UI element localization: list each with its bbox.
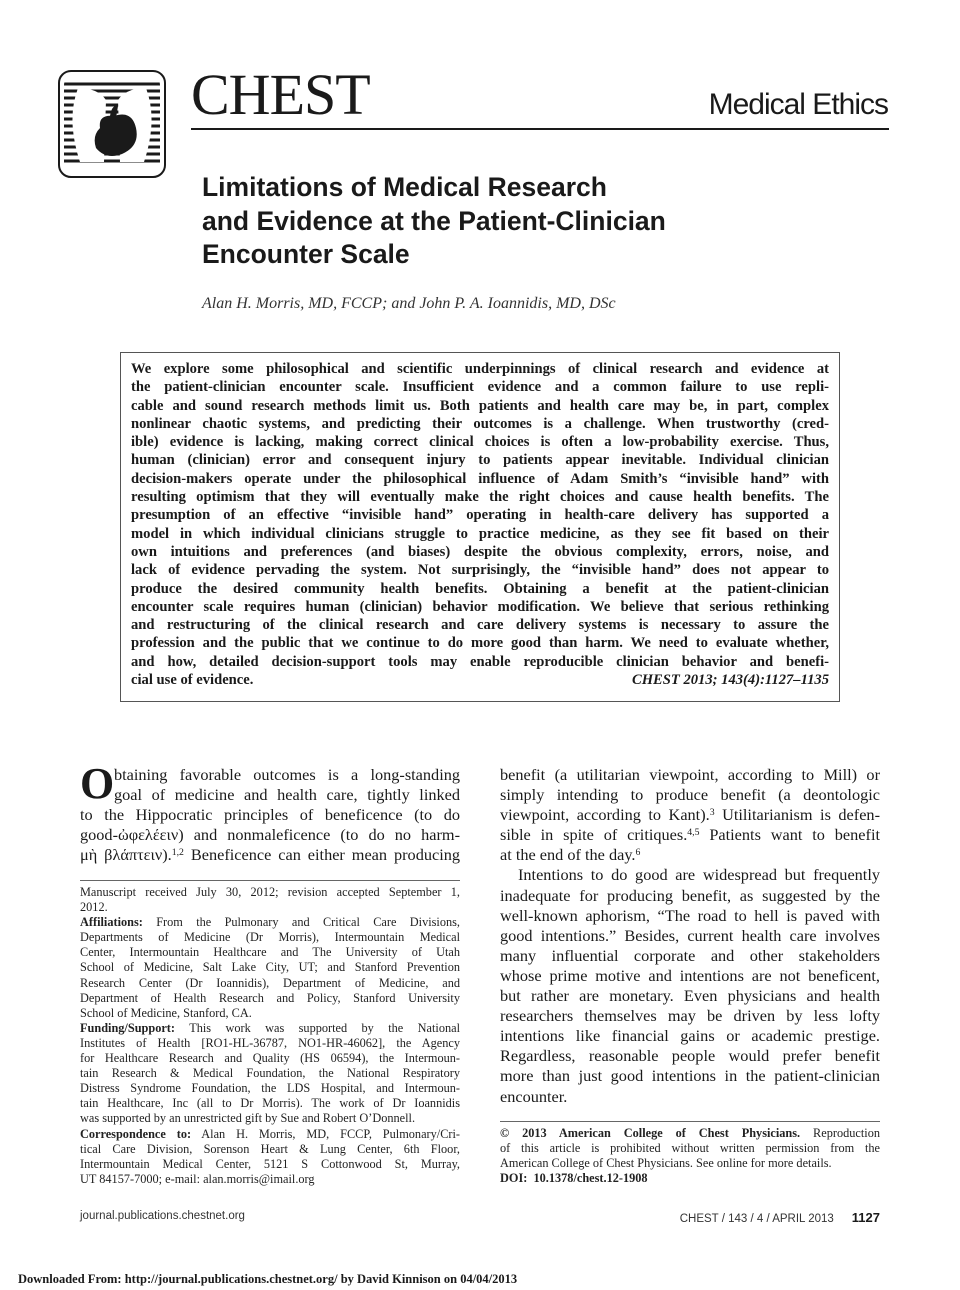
abstract-line: human (clinician) error and consequent injury to patients appear inevitable. Individual clinician bbox=[131, 452, 829, 469]
abstract-line: nonlinear chaotic systems, and predicting their outcomes is a challenge. When trustworthy (cred- bbox=[131, 415, 829, 432]
abstract-line: cable and sound research methods limit us. Both patients and health care may be, in part, complex bbox=[131, 397, 829, 414]
footnote-line: UT 84157-7000; e-mail: alan.morris@imail.org bbox=[80, 1171, 315, 1186]
body-line: goal of medicine and health care, tightly linked bbox=[114, 785, 460, 805]
section-label: Medical Ethics bbox=[708, 88, 888, 121]
body-line: researchers themselves may be driven by less lofty bbox=[500, 1006, 880, 1026]
abstract-line: presumption of an effective “invisible hand” operating in health-care delivery has supported a bbox=[131, 507, 829, 524]
download-notice: Downloaded From: http://journal.publications.chestnet.org/ by David Kinnison on 04/04/2013 bbox=[18, 1272, 518, 1286]
title-line: and Evidence at the Patient-Clinician bbox=[202, 205, 666, 236]
body-line: good intentions.” Besides, current health care involves bbox=[500, 925, 880, 945]
abstract-line: model in which individual clinicians struggle to practice medicine, as they see fit based on their bbox=[131, 525, 829, 542]
body-line: whose prime motive and intentions are not beneficent, bbox=[500, 965, 880, 985]
body-line: to the Hippocratic principles of beneficence (to do bbox=[80, 805, 460, 825]
title-line: Limitations of Medical Research bbox=[202, 172, 607, 202]
footnote-line: Manuscript received July 30, 2012; revision accepted September 1, bbox=[80, 885, 460, 899]
footnote-line: Distress Syndrome Foundation, the LDS Hospital, and Intermoun- bbox=[80, 1081, 460, 1096]
abstract-line: ible) evidence is lacking, making correct clinical choices is often a low-probability exercise. Thus, bbox=[131, 434, 829, 451]
abstract-line: own intuitions and preferences (and biases) despite the obvious complexity, errors, noise, and bbox=[131, 543, 829, 560]
footnote-line: Funding/Support: This work was supported by the National bbox=[80, 1020, 460, 1035]
author-list: Alan H. Morris, MD, FCCP; and John P. A. Ioannidis, MD, DSc bbox=[202, 295, 616, 312]
body-line: many influential corporate and other stakeholders bbox=[500, 945, 880, 965]
copyright-line: American College of Chest Physicians. See online for more details. bbox=[500, 1156, 832, 1171]
abstract-last-line bbox=[131, 671, 829, 689]
abstract-line: resulting optimism that they will eventually make the right choices and cause health benefits. The bbox=[131, 489, 829, 506]
article-title bbox=[202, 171, 842, 272]
abstract-line: and restructuring of the clinical research and care delivery systems is necessary to assure the bbox=[131, 617, 829, 634]
abstract-line: and how, detailed decision-support tools may enable reproducible clinician behavior and benefi- bbox=[131, 653, 829, 670]
footnote-line: was supported by an unrestricted gift by Sue and Robert O’Donnell. bbox=[80, 1111, 416, 1126]
footnote-line: Department of Health Research and Policy, Stanford University bbox=[80, 990, 460, 1005]
copyright-rule bbox=[500, 1121, 880, 1122]
body-line: at the end of the day.$^6$ bbox=[500, 845, 641, 865]
body-line: simply intending to produce benefit (a deontologic bbox=[500, 785, 880, 805]
footnote-line: tain Healthcare, Inc (all to Dr Morris). The work of Dr Ioannidis bbox=[80, 1096, 460, 1111]
citation-ref: 3 bbox=[709, 807, 715, 819]
footnotes bbox=[80, 885, 460, 1187]
footnote-line: Departments of Medicine (Dr Morris), Intermountain Medical bbox=[80, 930, 460, 945]
abstract bbox=[131, 360, 829, 689]
body-right-column bbox=[500, 765, 880, 1107]
body-line: more than just good intentions in the patient-clinician bbox=[500, 1066, 880, 1086]
title-line: Encounter Scale bbox=[202, 239, 410, 269]
body-line: sible in spite of critiques.$^{4,5}$ Patients want to benefit bbox=[500, 825, 880, 845]
footnote-line: 2012. bbox=[80, 900, 108, 915]
footnote-line: for Healthcare Research and Quality (HS 06594), the Intermoun- bbox=[80, 1051, 460, 1066]
doi: DOI: 10.1378/chest.12-1908 bbox=[500, 1171, 648, 1186]
body-line: intentions like financial gains or academic prestige. bbox=[500, 1026, 880, 1046]
abstract-line: produce the desired community health benefits. Obtaining a benefit at the patient-clinician bbox=[131, 580, 829, 597]
issue-label: CHEST / 143 / 4 / APRIL 2013 bbox=[679, 1213, 834, 1225]
footnote-rule bbox=[80, 880, 460, 881]
copyright-line: © 2013 American College of Chest Physicians. Reproduction bbox=[500, 1126, 880, 1140]
citation: CHEST 2013; 143(4):1127–1135 bbox=[631, 672, 829, 689]
body-line: inadequate for producing benefit, as suggested by the bbox=[500, 885, 880, 905]
footnote-line: Correspondence to: Alan H. Morris, MD, FCCP, Pulmonary/Cri- bbox=[80, 1126, 460, 1141]
page-number: 1127 bbox=[851, 1210, 880, 1225]
journal-title: CHEST bbox=[191, 62, 370, 127]
body-left-column bbox=[80, 765, 460, 865]
header-rule bbox=[191, 128, 889, 130]
doi-link[interactable]: 10.1378/chest.12-1908 bbox=[533, 1171, 648, 1186]
chest-logo-icon bbox=[58, 70, 166, 178]
footnote-line: Research Center (Dr Ioannidis), Department of Medicine, and bbox=[80, 975, 460, 990]
journal-url[interactable]: journal.publications.chestnet.org bbox=[80, 1210, 245, 1222]
abstract-line: encounter scale requires human (clinician) behavior modification. We believe that serious rethinking bbox=[131, 598, 829, 615]
body-line: well-known aphorism, “The road to hell is paved with bbox=[500, 905, 880, 925]
body-line: encounter. bbox=[500, 1086, 568, 1106]
body-line: Regardless, reasonable people would prefer benefit bbox=[500, 1046, 880, 1066]
footnote-line: Intermountain Medical Center, 5121 S Cottonwood St, Murray, bbox=[80, 1156, 460, 1171]
footnote-line: School of Medicine, Stanford, CA. bbox=[80, 1005, 252, 1020]
abstract-line: We explore some philosophical and scientific underpinnings of clinical research and evidence at bbox=[131, 361, 829, 377]
footnote-line: Institutes of Health [RO1-HL-36787, NO1-HR-46062], the Agency bbox=[80, 1035, 460, 1050]
body-line: viewpoint, according to Kant).$^3$ Utilitarianism is defen- bbox=[500, 805, 880, 825]
body-line: benefit (a utilitarian viewpoint, according to Mill) or bbox=[500, 765, 880, 784]
body-line: good-ὠφελέειν) and nonmaleficence (to do no harm- bbox=[80, 825, 460, 845]
abstract-line: decision-makers operate under the philosophical influence of Adam Smith’s “invisible hand” with bbox=[131, 470, 829, 487]
citation-ref: 6 bbox=[635, 847, 641, 859]
footnote-line: Affiliations: From the Pulmonary and Critical Care Divisions, bbox=[80, 915, 460, 930]
footnote-line: tain Research & Medical Foundation, the National Respiratory bbox=[80, 1066, 460, 1081]
footnote-line: Center, Intermountain Healthcare and The University of Utah bbox=[80, 945, 460, 960]
body-line: μὴ βλάπτειν).$^{1,2}$ Beneficence can either mean producing bbox=[80, 845, 461, 865]
abstract-line: the patient-clinician encounter scale. Insufficient evidence and a common failure to use repli- bbox=[131, 379, 829, 396]
citation-ref: 1,2 bbox=[171, 847, 184, 859]
citation-ref: 4,5 bbox=[687, 827, 700, 839]
issue-info bbox=[680, 1210, 880, 1225]
abstract-line: lack of evidence pervading the system. Not surprisingly, the “invisible hand” does not appear to bbox=[131, 562, 829, 579]
copyright-line: of this article is prohibited without written permission from the bbox=[500, 1141, 880, 1156]
copyright-notice bbox=[500, 1126, 880, 1186]
abstract-line: profession and the public that we continue to do more good than harm. We need to evaluate whether, bbox=[131, 635, 829, 652]
body-line: Intentions to do good are widespread but frequently bbox=[518, 865, 880, 885]
footnote-line: School of Medicine, Salt Lake City, UT; and Stanford Prevention bbox=[80, 960, 460, 975]
drop-cap: O bbox=[80, 759, 115, 808]
footnote-line: tical Care Division, Sorenson Heart & Lung Center, 6th Floor, bbox=[80, 1141, 460, 1156]
body-line: btaining favorable outcomes is a long-standing bbox=[114, 765, 460, 784]
abstract-line: cial use of evidence. bbox=[131, 672, 254, 689]
body-line: but rather are monetary. Even physicians and health bbox=[500, 986, 880, 1006]
